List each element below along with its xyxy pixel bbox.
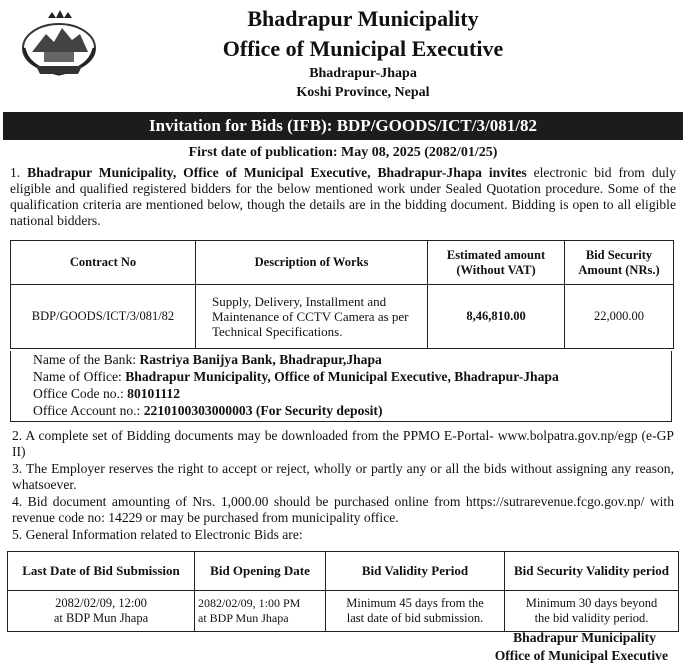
- col-description: Description of Works: [196, 241, 428, 285]
- estimate-header-text: Estimated amount (Without VAT): [446, 247, 546, 277]
- bank-name-line: [33, 351, 671, 368]
- paragraph-3: 3. The Employer reserves the right to accept or reject, wholly or partly any or all the bids without assigning any reason, whatsoever.: [12, 461, 674, 492]
- contract-no-cell: BDP/GOODS/ICT/3/081/82: [11, 285, 196, 349]
- submission-cell: [8, 591, 195, 632]
- security-validity-line-2: the bid validity period.: [534, 611, 649, 625]
- col-security-validity: Bid Security Validity period: [505, 552, 679, 591]
- paragraph-4: 4. Bid document amounting of Nrs. 1,000.00 should be purchased online from https://sutrarevenue.fcgo.gov.np/ with revenue code no: 14229 or may be purchased from municipality office.: [12, 494, 674, 525]
- office-label: Name of Office:: [33, 369, 126, 384]
- col-contract-no: Contract No: [11, 241, 196, 285]
- description-cell: Supply, Delivery, Installment and Maintenance of CCTV Camera as per Technical Specifications.: [196, 285, 428, 349]
- opening-cell: [195, 591, 326, 632]
- ifb-banner: Invitation for Bids (IFB): BDP/GOODS/ICT/3/081/82: [3, 112, 683, 140]
- location-line: Bhadrapur-Jhapa: [309, 66, 417, 81]
- col-last-date: Last Date of Bid Submission: [8, 552, 195, 591]
- table-row: [8, 591, 679, 632]
- validity-line-1: Minimum 45 days from the: [346, 596, 484, 610]
- para1-bold: Bhadrapur Municipality, Office of Municipal Executive, Bhadrapur-Jhapa invites: [27, 165, 527, 180]
- account-line: [33, 402, 671, 419]
- paragraph-2: 2. A complete set of Bidding documents may be downloaded from the PPMO E-Portal- www.bolpatra.gov.np/egp (e-GP II): [12, 428, 674, 459]
- office-value: Bhadrapur Municipality, Office of Municipal Executive, Bhadrapur-Jhapa: [125, 369, 559, 384]
- account-value: 2210100303000003 (For Security deposit): [143, 403, 383, 418]
- validity-cell: [326, 591, 505, 632]
- bank-label: Name of the Bank:: [33, 352, 140, 367]
- col-bid-security: [565, 241, 674, 285]
- security-validity-cell: [505, 591, 679, 632]
- estimate-cell: 8,46,810.00: [428, 285, 565, 349]
- code-label: Office Code no.:: [33, 386, 128, 401]
- submission-date: 2082/02/09, 12:00: [55, 596, 147, 610]
- opening-date: 2082/02/09, 1:00 PM: [198, 596, 301, 610]
- col-opening-date: Bid Opening Date: [195, 552, 326, 591]
- table-header-row: [11, 241, 674, 285]
- paragraph-1: [10, 165, 676, 229]
- bank-value: Rastriya Banijya Bank, Bhadrapur,Jhapa: [139, 352, 382, 367]
- office-title: Office of Municipal Executive: [222, 36, 504, 61]
- submission-place: at BDP Mun Jhapa: [53, 611, 149, 625]
- bank-details: [10, 351, 672, 422]
- account-label: Office Account no.:: [33, 403, 144, 418]
- footer-municipality: Bhadrapur Municipality: [513, 630, 656, 645]
- table-header-row: [8, 552, 679, 591]
- code-value: 80101112: [127, 386, 181, 401]
- security-header-text: Bid Security Amount (NRs.): [578, 247, 660, 277]
- footer-office: Office of Municipal Executive: [494, 648, 668, 663]
- publication-date: First date of publication: May 08, 2025 (2082/01/25): [188, 145, 498, 160]
- office-code-line: [33, 385, 671, 402]
- para1-text: electronic bid from duly eligible and qualified registered bidders for the below mentioned work under Sealed Quotation procedure. Some of the qualification criteria are mentioned below, though the details are in the bidding document. Bidding is open to all eligible national bidders.: [10, 165, 676, 228]
- validity-line-2: last date of bid submission.: [346, 611, 484, 625]
- municipality-title: Bhadrapur Municipality: [247, 6, 479, 31]
- col-validity: Bid Validity Period: [326, 552, 505, 591]
- paragraph-5: 5. General Information related to Electronic Bids are:: [12, 527, 303, 542]
- table-row: [11, 285, 674, 349]
- bid-info-table: [7, 551, 679, 632]
- para1-number: 1.: [10, 165, 28, 180]
- security-validity-line-1: Minimum 30 days beyond: [525, 596, 658, 610]
- opening-place: at BDP Mun Jhapa: [198, 611, 289, 625]
- contract-table: [10, 240, 674, 349]
- province-line: Koshi Province, Nepal: [296, 85, 430, 100]
- office-name-line: [33, 368, 671, 385]
- col-estimate: [428, 241, 565, 285]
- security-cell: 22,000.00: [565, 285, 674, 349]
- notice-header: [0, 0, 686, 108]
